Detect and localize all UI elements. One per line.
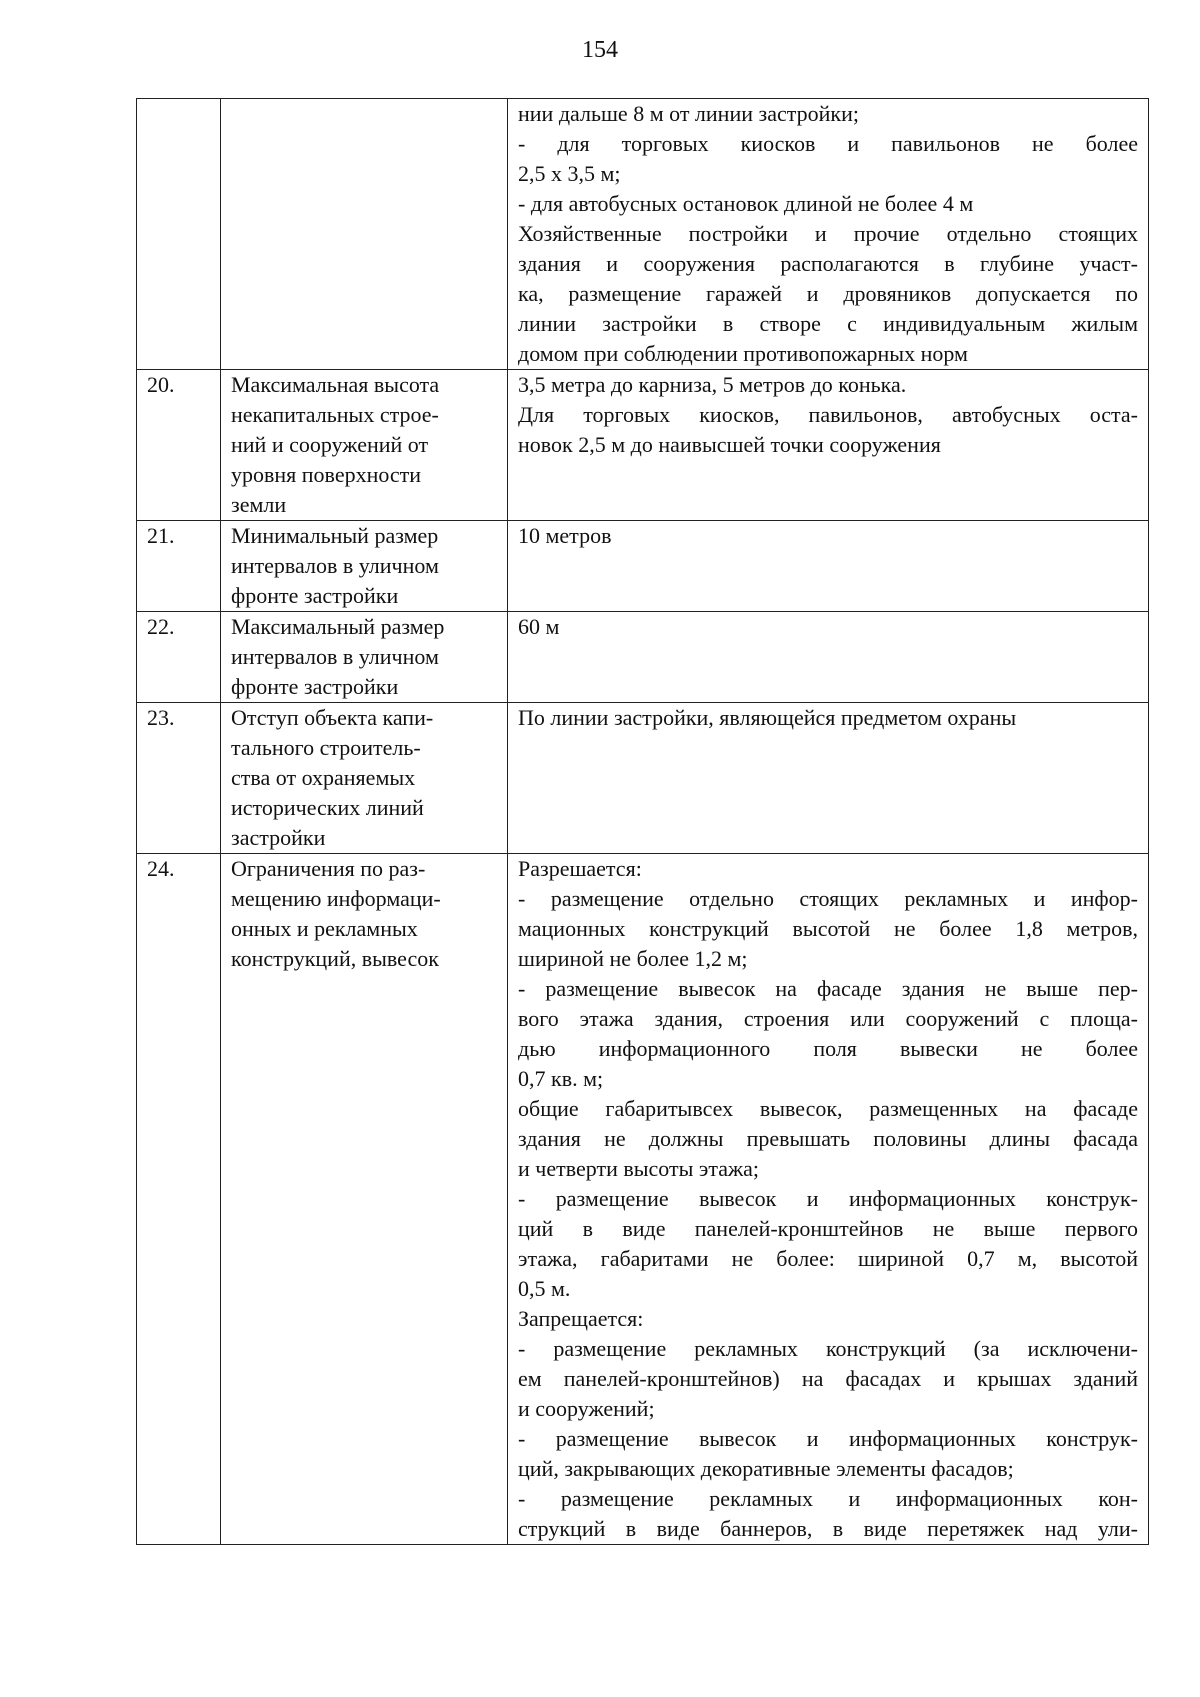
- value-line: 2,5 х 3,5 м;: [518, 161, 621, 186]
- parameter-line: ства от охраняемых: [231, 765, 416, 790]
- value-cell: [508, 370, 1149, 521]
- row-number: 22.: [147, 614, 175, 639]
- value-line: - для автобусных остановок длиной не более 4 м: [518, 191, 974, 216]
- value-line: Для торговых киосков, павильонов, автобусных оста-: [518, 402, 1138, 427]
- table-row: [137, 854, 1149, 1545]
- row-number-cell: [137, 703, 221, 854]
- page-number: 154: [582, 37, 618, 63]
- parameter-line: некапитальных строе-: [231, 402, 439, 427]
- parameter-line: тального строитель-: [231, 735, 421, 760]
- parameter-cell: [221, 370, 508, 521]
- value-line: 0,5 м.: [518, 1276, 571, 1301]
- value-cell: [508, 521, 1149, 612]
- value-line: домом при соблюдении противопожарных норм: [518, 341, 968, 366]
- value-line: - размещение вывесок и информационных конструк-: [518, 1186, 1138, 1211]
- value-line: ций, закрывающих декоративные элементы фасадов;: [518, 1456, 1014, 1481]
- value-line: 3,5 метра до карниза, 5 метров до конька.: [518, 372, 907, 397]
- parameter-line: конструкций, вывесок: [231, 946, 439, 971]
- parameter-line: интервалов в уличном: [231, 644, 439, 669]
- parameter-line: застройки: [231, 825, 326, 850]
- value-line: мационных конструкций высотой не более 1,8 метров,: [518, 916, 1138, 941]
- value-line: - размещение рекламных конструкций (за исключени-: [518, 1336, 1138, 1361]
- value-line: этажа, габаритами не более: шириной 0,7 м, высотой: [518, 1246, 1138, 1271]
- value-line: новок 2,5 м до наивысшей точки сооружения: [518, 432, 941, 457]
- row-number-cell: [137, 521, 221, 612]
- value-line: - размещение рекламных и информационных кон-: [518, 1486, 1138, 1511]
- value-cell: [508, 854, 1149, 1545]
- parameter-line: фронте застройки: [231, 674, 399, 699]
- value-line: - размещение отдельно стоящих рекламных и инфор-: [518, 886, 1138, 911]
- value-line: - размещение вывесок на фасаде здания не выше пер-: [518, 976, 1138, 1001]
- parameter-line: Максимальный размер: [231, 614, 445, 639]
- regulations-table: [136, 98, 1149, 1545]
- parameter-cell: [221, 521, 508, 612]
- value-line: здания не должны превышать половины длины фасада: [518, 1126, 1138, 1151]
- value-cell: [508, 612, 1149, 703]
- table-body: [137, 99, 1149, 1545]
- row-number-cell: [137, 370, 221, 521]
- parameter-line: Максимальная высота: [231, 372, 440, 397]
- value-cell: [508, 703, 1149, 854]
- value-line: и четверти высоты этажа;: [518, 1156, 760, 1181]
- parameter-cell: [221, 854, 508, 1545]
- value-line: 60 м: [518, 614, 560, 639]
- value-cell: [508, 99, 1149, 370]
- value-line: линии застройки в створе с индивидуальным жилым: [518, 311, 1138, 336]
- parameter-line: онных и рекламных: [231, 916, 418, 941]
- value-line: ка, размещение гаражей и дровяников допускается по: [518, 281, 1138, 306]
- value-line: - размещение вывесок и информационных конструк-: [518, 1426, 1138, 1451]
- parameter-line: уровня поверхности: [231, 462, 422, 487]
- value-line: здания и сооружения располагаются в глубине участ-: [518, 251, 1138, 276]
- value-line: нии дальше 8 м от линии застройки;: [518, 101, 859, 126]
- value-line: 10 метров: [518, 523, 612, 548]
- row-number-cell: [137, 854, 221, 1545]
- table-row: [137, 703, 1149, 854]
- value-line: - для торговых киосков и павильонов не более: [518, 131, 1138, 156]
- row-number-cell: [137, 99, 221, 370]
- value-line: ем панелей-кронштейнов) на фасадах и крышах зданий: [518, 1366, 1138, 1391]
- parameter-line: исторических линий: [231, 795, 424, 820]
- parameter-line: ний и сооружений от: [231, 432, 429, 457]
- parameter-line: Ограничения по раз-: [231, 856, 426, 881]
- value-line: Разрешается:: [518, 856, 642, 881]
- table-row: [137, 612, 1149, 703]
- value-line: дью информационного поля вывески не более: [518, 1036, 1138, 1061]
- row-number: 23.: [147, 705, 175, 730]
- parameter-line: фронте застройки: [231, 583, 399, 608]
- value-line: Хозяйственные постройки и прочие отдельно стоящих: [518, 221, 1138, 246]
- row-number: 21.: [147, 523, 175, 548]
- value-line: общие габаритывсех вывесок, размещенных на фасаде: [518, 1096, 1138, 1121]
- value-line: шириной не более 1,2 м;: [518, 946, 748, 971]
- parameter-cell: [221, 612, 508, 703]
- value-line: и сооружений;: [518, 1396, 655, 1421]
- row-number: 20.: [147, 372, 175, 397]
- value-line: струкций в виде баннеров, в виде перетяжек над ули-: [518, 1516, 1138, 1541]
- parameter-cell: [221, 99, 508, 370]
- parameter-cell: [221, 703, 508, 854]
- parameter-line: интервалов в уличном: [231, 553, 439, 578]
- value-line: Запрещается:: [518, 1306, 644, 1331]
- value-line: 0,7 кв. м;: [518, 1066, 604, 1091]
- value-line: По линии застройки, являющейся предметом охраны: [518, 705, 1017, 730]
- row-number-cell: [137, 612, 221, 703]
- row-number: 24.: [147, 856, 175, 881]
- value-line: ций в виде панелей-кронштейнов не выше первого: [518, 1216, 1138, 1241]
- parameter-line: земли: [231, 492, 287, 517]
- table-row: [137, 521, 1149, 612]
- parameter-line: Минимальный размер: [231, 523, 439, 548]
- parameter-line: мещению информаци-: [231, 886, 441, 911]
- value-line: вого этажа здания, строения или сооружений с площа-: [518, 1006, 1138, 1031]
- table-row: [137, 370, 1149, 521]
- parameter-line: Отступ объекта капи-: [231, 705, 434, 730]
- table-row: [137, 99, 1149, 370]
